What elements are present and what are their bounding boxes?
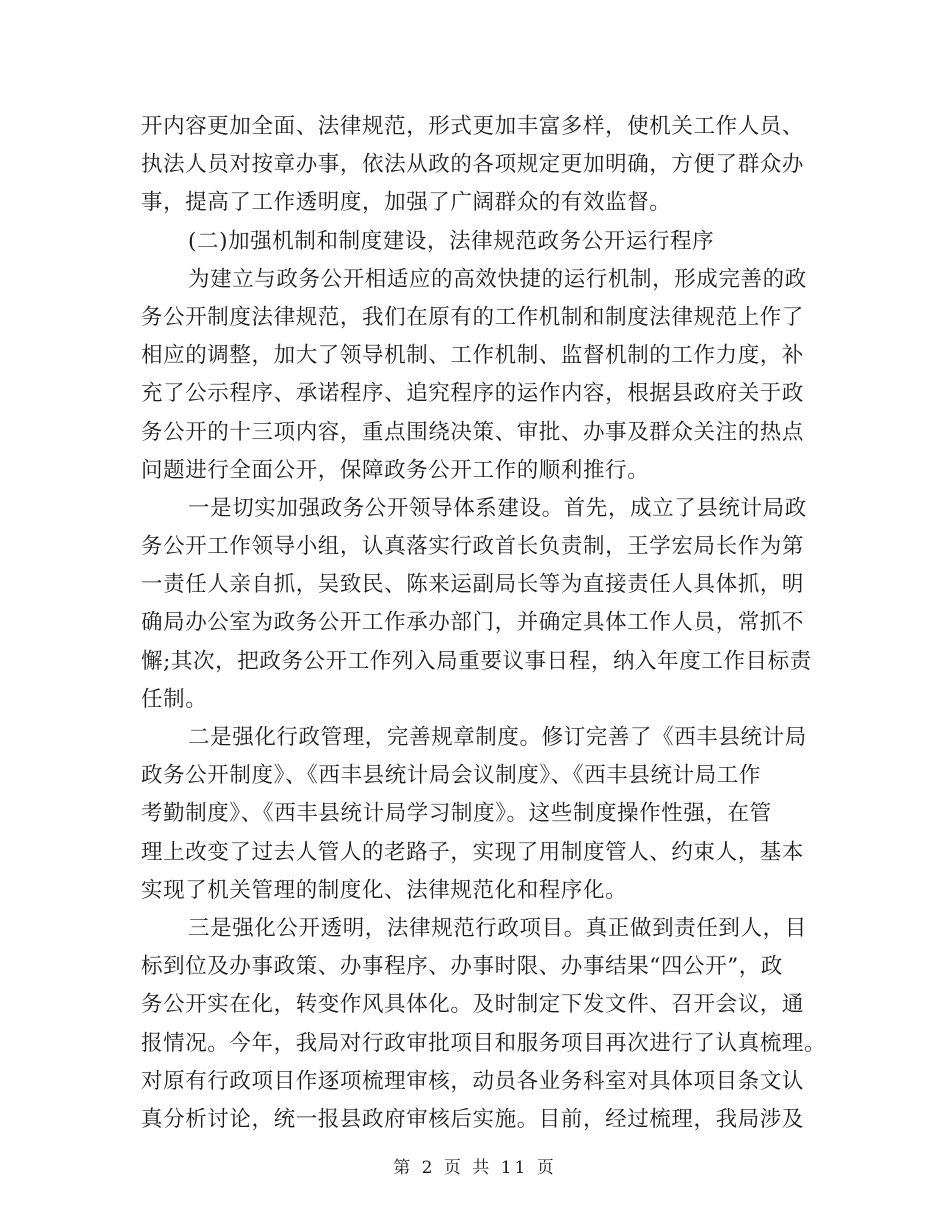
body-text: [141, 108, 827, 1139]
text-line: 实现了机关管理的制度化、法律规范化和程序化。: [141, 877, 628, 903]
text-line: 理上改变了过去人管人的老路子，实现了用制度管人、约束人，基本: [141, 839, 805, 865]
section-heading: (二)加强机制和制度建设，法律规范政务公开运行程序: [188, 228, 715, 254]
text-line: 务公开实在化，转变作风具体化。及时制定下发文件、召开会议，通: [141, 992, 805, 1018]
text-line: 报情况。今年，我局对行政审批项目和服务项目再次进行了认真梳理。: [141, 1030, 827, 1056]
text-line: 任制。: [141, 686, 208, 712]
text-line: 充了公示程序、承诺程序、追究程序的运作内容，根据县政府关于政: [141, 381, 805, 407]
text-line: 为建立与政务公开相适应的高效快捷的运行机制，形成完善的政: [188, 266, 807, 292]
text-line: 三是强化公开透明，法律规范行政项目。真正做到责任到人，目: [188, 915, 807, 941]
text-line: 一责任人亲自抓，吴致民、陈来运副局长等为直接责任人具体抓，明: [141, 572, 805, 598]
text-line: 事，提高了工作透明度，加强了广阔群众的有效监督。: [141, 190, 672, 216]
text-line: 开内容更加全面、法律规范，形式更加丰富多样，使机关工作人员、: [141, 114, 805, 139]
text-line: 务公开制度法律规范，我们在原有的工作机制和制度法律规范上作了: [141, 304, 805, 330]
text-line: 务公开的十三项内容，重点围绕决策、审批、办事及群众关注的热点: [141, 419, 805, 445]
text-line: 一是切实加强政务公开领导体系建设。首先，成立了县统计局政: [188, 495, 807, 521]
text-line: 执法人员对按章办事，依法从政的各项规定更加明确，方便了群众办: [141, 152, 805, 178]
text-line: 务公开工作领导小组，认真落实行政首长负责制，王学宏局长作为第: [141, 534, 805, 560]
page-number: 第 2 页 共 11 页: [393, 1158, 557, 1178]
text-line: 考勤制度》、《西丰县统计局学习制度》。这些制度操作性强，在管: [141, 801, 772, 827]
text-line: 真分析讨论，统一报县政府审核后实施。目前，经过梳理，我局涉及: [141, 1106, 805, 1132]
text-line: 懈;其次，把政务公开工作列入局重要议事日程，纳入年度工作目标责: [141, 648, 812, 674]
text-line: 政务公开制度》、《西丰县统计局会议制度》、《西丰县统计局工作: [141, 763, 762, 789]
text-line: 问题进行全面公开，保障政务公开工作的顺利推行。: [141, 457, 650, 483]
text-line: 二是强化行政管理，完善规章制度。修订完善了《西丰县统计局: [188, 725, 807, 750]
text-line: 相应的调整，加大了领导机制、工作机制、监督机制的工作力度，补: [141, 343, 805, 369]
text-line: 确局办公室为政务公开工作承办部门，并确定具体工作人员，常抓不: [141, 610, 805, 636]
text-line: 标到位及办事政策、办事程序、办事时限、办事结果“四公开”，政: [141, 954, 783, 980]
text-line: 对原有行政项目作逐项梳理审核，动员各业务科室对具体项目条文认: [141, 1068, 805, 1094]
